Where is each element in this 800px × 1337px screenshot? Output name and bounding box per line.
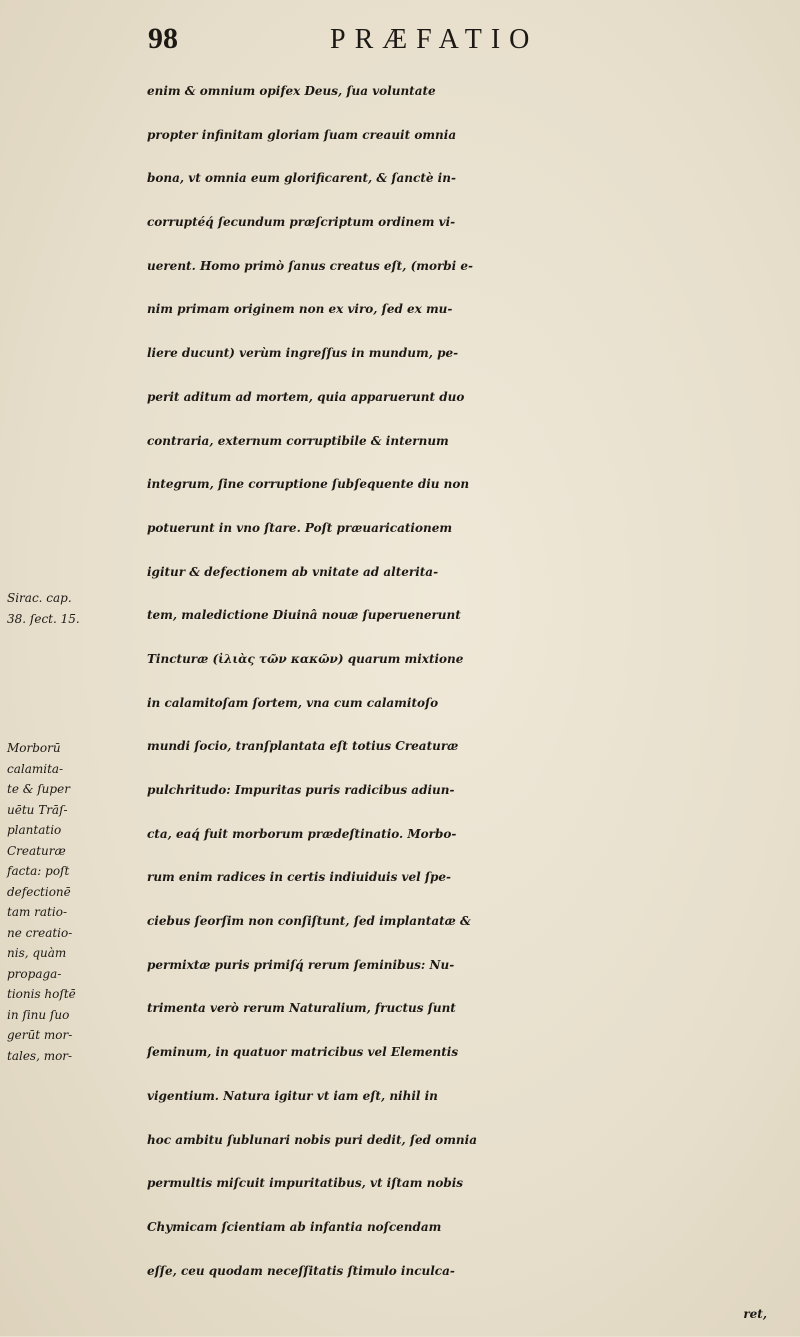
- text-line: integrum, ſine corruptione ſubſequente diu non: [147, 477, 470, 492]
- running-title: PRÆFATIO: [330, 24, 539, 55]
- text-line: enim & omnium opifex Deus, ſua voluntate: [147, 84, 436, 98]
- margin-note-line: calamita-: [7, 761, 64, 776]
- text-line: potuerunt in vno ſtare. Poſt præuaricationem: [147, 520, 453, 535]
- margin-note-line: Creaturæ: [7, 843, 66, 858]
- text-line: corruptéq́ ſecundum præſcriptum ordinem vi-: [147, 215, 456, 230]
- text-line: cta, eaq́ fuit morborum prædeſtinatio. Morbo-: [147, 826, 457, 841]
- margin-note-line: te & ſuper: [7, 782, 70, 796]
- margin-note-sirac: [7, 588, 147, 629]
- margin-note-line: tionis hoſtē: [7, 987, 76, 1001]
- margin-note-line: 38. ſect. 15.: [7, 611, 80, 626]
- text-line: uerent. Homo primò ſanus creatus eſt, (morbi e-: [147, 258, 474, 273]
- text-line: trimenta verò rerum Naturalium, fructus ſunt: [147, 1001, 456, 1016]
- text-line: permultis miſcuit impuritatibus, vt iſtam nobis: [147, 1176, 464, 1191]
- text-line: liere ducunt) verùm ingreſſus in mundum, pe-: [147, 346, 459, 361]
- text-line: in calamitoſam ſortem, vna cum calamitoſo: [147, 695, 439, 710]
- text-line: perit aditum ad mortem, quia apparuerunt duo: [147, 389, 465, 404]
- margin-note-line: defectionē: [7, 884, 71, 899]
- text-line: Chymicam ſcientiam ab infantia noſcendam: [147, 1219, 442, 1234]
- body-text: [147, 70, 787, 1337]
- margin-note-line: plantatio: [7, 823, 62, 837]
- margin-note-line: propaga-: [7, 966, 62, 981]
- text-line: hoc ambitu ſublunari nobis puri dedit, ſed omnia: [147, 1132, 477, 1147]
- margin-note-line: Sirac. cap.: [7, 591, 72, 605]
- margin-note-line: tam ratio-: [7, 905, 67, 919]
- text-line: vigentium. Natura igitur vt iam eſt, nihil in: [147, 1088, 438, 1103]
- text-line: igitur & defectionem ab vnitate ad alterita-: [147, 564, 439, 579]
- margin-note-line: gerūt mor-: [7, 1028, 73, 1042]
- text-line: Tincturæ (ἰλιὰς τῶν κακῶν) quarum mixtione: [147, 651, 464, 666]
- text-line: bona, vt omnia eum glorificarent, & ſanctè in-: [147, 171, 456, 186]
- margin-note-line: facta: poſt: [7, 864, 70, 878]
- page-header: [0, 22, 800, 72]
- text-line: pulchritudo: Impuritas puris radicibus adiun-: [147, 783, 455, 797]
- margin-note-line: tales, mor-: [7, 1048, 73, 1063]
- margin-note-line: in ſinu ſuo: [7, 1007, 70, 1022]
- text-line: mundi ſocio, tranſplantata eſt totius Creaturæ: [147, 739, 459, 754]
- margin-note-line: nis, quàm: [7, 946, 67, 960]
- text-line: ciebus ſeorſim non conſiſtunt, ſed implantatæ &: [147, 914, 471, 929]
- text-line: ſeminum, in quatuor matricibus vel Elementis: [147, 1045, 459, 1060]
- margin-note-line: Morborū: [7, 741, 61, 755]
- text-line: eſſe, ceu quodam neceſſitatis ſtimulo inculca-: [147, 1263, 455, 1278]
- text-line: nim primam originem non ex viro, ſed ex mu-: [147, 302, 453, 317]
- margin-note-line: ne creatio-: [7, 925, 73, 940]
- page-number: 98: [148, 22, 178, 55]
- text-line: permixtæ puris primiſq́ rerum ſeminibus: Nu-: [147, 957, 455, 972]
- margin-note-morborum: [7, 738, 147, 1066]
- text-line: rum enim radices in certis indiuiduis vel ſpe-: [147, 870, 452, 885]
- text-line: propter infinitam gloriam ſuam creauit omnia: [147, 127, 457, 142]
- margin-note-line: uētu Trāſ-: [7, 802, 68, 817]
- text-line: tem, maledictione Diuinâ nouæ ſuperuenerunt: [147, 608, 461, 623]
- catchword: ret,: [743, 1307, 767, 1322]
- text-line: contraria, externum corruptibile & internum: [147, 433, 449, 448]
